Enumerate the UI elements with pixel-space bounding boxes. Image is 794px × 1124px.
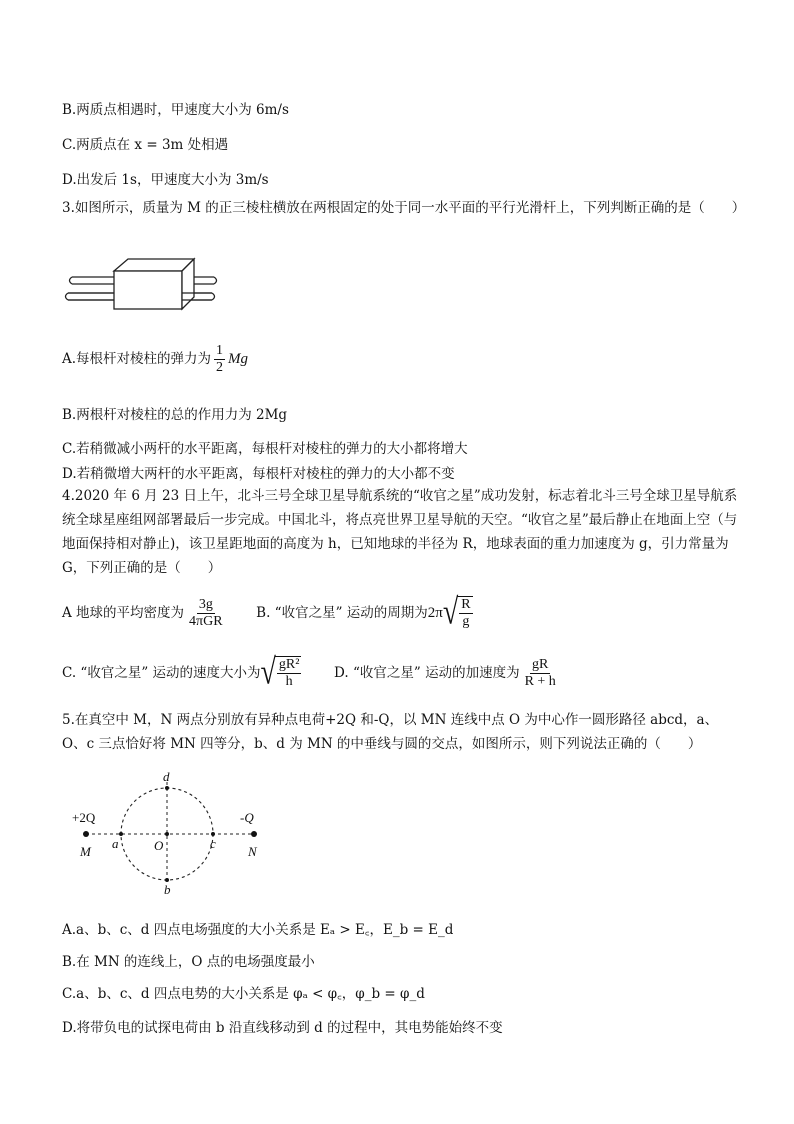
label-b: b: [164, 882, 171, 897]
q4-option-a-text: A 地球的平均密度为: [62, 604, 185, 621]
q4-option-c-den: h: [285, 674, 293, 689]
label-a: a: [112, 836, 119, 851]
q4-option-c: [62, 652, 306, 693]
q4-option-d-text: D. “收官之星” 运动的加速度为: [334, 664, 520, 681]
q2-option-d: D.出发后 1s，甲速度大小为 3m/s: [62, 172, 269, 188]
q4-option-b-num: R: [461, 597, 471, 612]
q4-option-c-num: gR²: [278, 657, 300, 672]
q2-option-b: B.两质点相遇时，甲速度大小为 6m/s: [62, 102, 289, 118]
q4-options-row1: [62, 592, 473, 633]
charges-circle-figure: [68, 768, 278, 898]
label-d: d: [163, 769, 170, 784]
q4-option-d-num: gR: [532, 656, 549, 672]
q4-option-b-text: B. “收官之星” 运动的周期为: [256, 604, 428, 621]
q4-option-a: [62, 596, 232, 629]
q3-option-d: D.若稍微增大两杆的水平距离，每根杆对棱柱的弹力的大小都不变: [62, 466, 455, 482]
q2-option-c: C.两质点在 x = 3m 处相遇: [62, 137, 229, 153]
q4-option-a-fraction: [187, 597, 225, 630]
label-m: M: [80, 844, 91, 859]
q5-option-d: D.将带负电的试探电荷由 b 沿直线移动到 d 的过程中，其电势能始终不变: [62, 1020, 503, 1036]
q4-stem: 4.2020 年 6 月 23 日上午，北斗三号全球卫星导航系统的“收官之星”成功发射，标志着北斗三号全球卫星导航系统全球星座组网部署最后一步完成。中国北斗，将点亮世界卫星导航的天空。“收官之星”最后静止在地面上空（与地面保持相对静止)，该卫星距地面的高度为 h，已知地球的半径为 R，地球表面的重力加速度为 g，引力常量为 G，下列正确的是（ ）: [62, 488, 738, 576]
q5-option-c: C.a、b、c、d 四点电势的大小关系是 φₐ < φ꜀，φ_b = φ_d: [62, 986, 425, 1002]
q4-option-c-text: C. “收官之星” 运动的速度大小为: [62, 664, 261, 681]
q3-option-a: A.每根杆对棱柱的弹力为 $\frac{1}{2}$ Mg: [62, 343, 249, 375]
q3-stem: 3.如图所示，质量为 M 的正三棱柱横放在两根固定的处于同一水平面的平行光滑杆上，下列判断正确的是（ ）: [62, 200, 746, 216]
q4-option-a-num: 3g: [198, 596, 213, 612]
q4-option-d-fraction: [523, 657, 558, 690]
q4-option-b-coef: 2π: [427, 604, 443, 621]
q4-option-b: [256, 592, 472, 633]
q3-option-c: C.若稍微减小两杆的水平距离，每根杆对棱柱的弹力的大小都将增大: [62, 441, 468, 457]
q4-option-d-den: R + h: [524, 673, 556, 689]
q3-option-a-text: A.每根杆对棱柱的弹力为: [62, 351, 212, 367]
q4-option-b-den: g: [462, 614, 470, 629]
q4-option-a-den: 4πGR: [189, 613, 223, 629]
q3-option-b: B.两根杆对棱柱的总的作用力为 2Mg: [62, 407, 288, 423]
q4-option-d: [334, 656, 561, 689]
label-o: O: [154, 838, 164, 853]
label-charge-right: -Q: [240, 810, 254, 825]
prism-on-rods-figure: [64, 255, 224, 315]
q5-option-b: B.在 MN 的连线上，O 点的电场强度最小: [62, 954, 315, 970]
q5-option-a: A.a、b、c、d 四点电场强度的大小关系是 Eₐ > E꜀，E_b = E_d: [62, 922, 454, 938]
label-c: c: [210, 836, 216, 851]
q4-option-b-sqrt: √ $\frac{R}{g}$: [442, 592, 471, 633]
label-n: N: [248, 844, 257, 859]
q5-stem: 5.在真空中 M，N 两点分别放有异种点电荷+2Q 和-Q，以 MN 连线中点 O 为中心作一圆形路径 abcd，a、O、c 三点恰好将 MN 四等分，b、d 为 MN 的中垂线与圆的交点，如图所示，则下列说法正确的（ ）: [62, 712, 719, 752]
label-charge-left: +2Q: [72, 810, 96, 825]
q4-option-c-sqrt: √ $\frac{\text{gR²}}{h}$: [260, 652, 300, 693]
q4-options-row2: [62, 652, 561, 693]
q3-option-a-fraction: $\frac{1}{2}$: [216, 343, 224, 375]
